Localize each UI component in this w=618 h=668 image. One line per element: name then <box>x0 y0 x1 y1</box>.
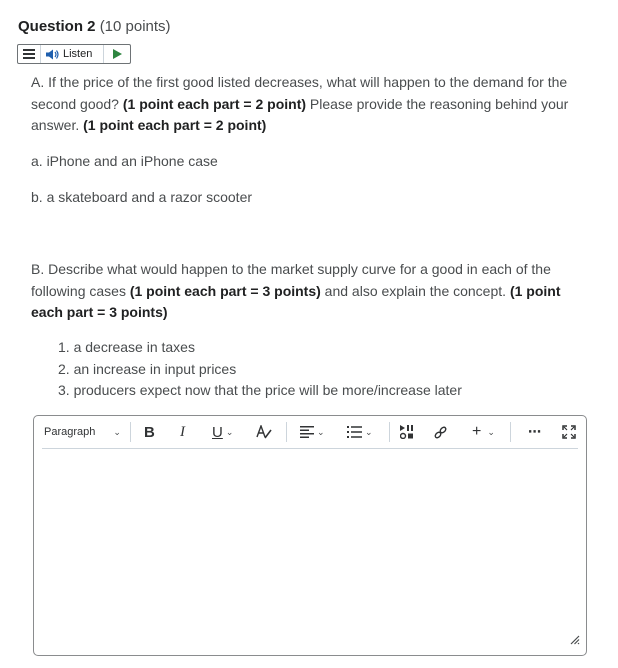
align-left-icon <box>300 426 314 438</box>
part-a-prompt <box>31 72 581 137</box>
italic-button[interactable]: I <box>180 423 185 440</box>
part-b-points-2: (1 point each part = 3 points) <box>31 282 561 320</box>
toolbar-divider-line <box>42 448 578 449</box>
toolbar-divider <box>286 422 287 442</box>
question-number: Question 2 <box>18 18 96 35</box>
editor-toolbar <box>34 416 586 448</box>
insert-media-button[interactable] <box>400 423 415 441</box>
underline-button[interactable] <box>212 423 233 441</box>
listen-menu-button[interactable] <box>18 45 41 63</box>
chevron-down-icon: ⌄ <box>317 426 325 437</box>
media-icon <box>400 425 415 439</box>
part-a-text-2: Please provide the reasoning behind your answer. <box>31 95 569 133</box>
toolbar-divider <box>130 422 131 442</box>
insert-link-button[interactable] <box>433 423 448 441</box>
chevron-down-icon: ⌄ <box>113 426 121 437</box>
block-format-select[interactable] <box>44 423 121 441</box>
bold-button[interactable]: B <box>144 423 155 441</box>
part-b-text-1: B. Describe what would happen to the market supply curve for a good in each of the following cases <box>31 261 551 299</box>
part-a-item: a. iPhone and an iPhone case <box>31 153 218 169</box>
link-icon <box>433 425 448 440</box>
chevron-down-icon: ⌄ <box>225 426 234 437</box>
text-format-icon <box>256 425 272 439</box>
resize-grip-icon <box>570 635 580 645</box>
listen-label: Listen <box>63 48 93 60</box>
more-options-button[interactable] <box>528 423 542 441</box>
chevron-down-icon: ⌄ <box>487 426 495 437</box>
part-a-points-2: (1 point each part = 2 point) <box>83 117 267 133</box>
fullscreen-button[interactable] <box>562 423 576 441</box>
list-icon <box>347 426 362 438</box>
list-item: 1. a decrease in taxes <box>58 339 195 355</box>
insert-button[interactable] <box>472 423 495 441</box>
text-format-button[interactable] <box>256 423 272 441</box>
align-button[interactable] <box>300 423 325 441</box>
menu-icon <box>23 49 35 59</box>
list-item: 2. an increase in input prices <box>58 360 237 377</box>
toolbar-divider <box>389 422 390 442</box>
speaker-icon <box>46 49 59 60</box>
fullscreen-icon <box>562 425 576 439</box>
play-icon <box>113 49 122 59</box>
listen-toolbar <box>17 44 131 64</box>
list-item: 3. producers expect now that the price will be more/increase later <box>58 382 462 398</box>
part-a-points-1: (1 point each part = 2 point) <box>122 95 307 112</box>
plus-icon: + <box>472 423 482 440</box>
listen-button[interactable] <box>41 45 104 63</box>
question-points: (10 points) <box>99 18 171 35</box>
chevron-down-icon: ⌄ <box>365 426 373 437</box>
play-button[interactable] <box>104 45 130 63</box>
more-icon: ⋯ <box>528 424 542 439</box>
resize-handle[interactable] <box>570 632 580 650</box>
part-a-item: b. a skateboard and a razor scooter <box>31 189 253 205</box>
part-a-text-1: A. If the price of the first good listed decreases, what will happen to the demand for the second good? <box>31 74 568 112</box>
underline-label: U <box>212 423 223 441</box>
list-button[interactable] <box>347 423 373 441</box>
question-title <box>18 18 171 35</box>
part-b-list <box>58 337 462 402</box>
part-b-prompt <box>31 259 586 324</box>
part-b-points-1: (1 point each part = 3 points) <box>129 282 321 299</box>
block-format-label: Paragraph <box>44 426 96 438</box>
answer-editor <box>33 415 587 656</box>
part-b-text-2: and also explain the concept. <box>320 282 510 299</box>
toolbar-divider <box>510 422 511 442</box>
editor-text-area[interactable] <box>42 454 578 641</box>
